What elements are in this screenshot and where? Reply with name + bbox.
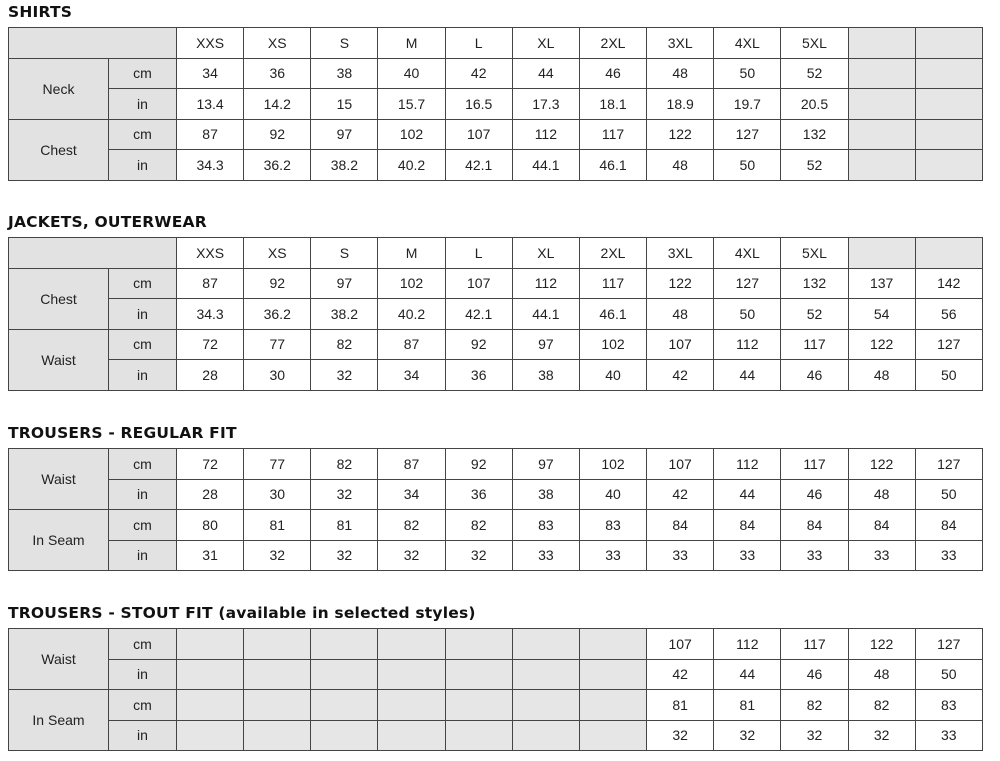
size-header: 3XL bbox=[647, 238, 714, 269]
value-cell: 40 bbox=[579, 479, 646, 510]
measure-label: Waist bbox=[9, 629, 109, 690]
size-header: 2XL bbox=[579, 28, 646, 59]
measure-label: Chest bbox=[9, 268, 109, 329]
section-title-main: TROUSERS - STOUT FIT bbox=[8, 604, 213, 622]
value-cell: 34.3 bbox=[177, 150, 244, 181]
table-row bbox=[9, 479, 983, 510]
value-cell: 122 bbox=[848, 629, 915, 660]
empty-cell bbox=[512, 690, 579, 721]
empty-cell bbox=[311, 690, 378, 721]
empty-cell bbox=[512, 720, 579, 751]
size-header: 4XL bbox=[714, 238, 781, 269]
value-cell: 33 bbox=[512, 540, 579, 571]
value-cell: 33 bbox=[647, 540, 714, 571]
value-cell: 40 bbox=[579, 360, 646, 391]
empty-cell bbox=[915, 119, 982, 150]
table-row bbox=[9, 89, 983, 120]
value-cell: 127 bbox=[714, 268, 781, 299]
value-cell: 84 bbox=[714, 510, 781, 541]
value-cell: 87 bbox=[378, 329, 445, 360]
value-cell: 38.2 bbox=[311, 150, 378, 181]
unit-label: cm bbox=[109, 119, 177, 150]
section-title: JACKETS, OUTERWEAR bbox=[8, 213, 207, 231]
value-cell: 82 bbox=[311, 329, 378, 360]
value-cell: 107 bbox=[647, 449, 714, 480]
value-cell: 32 bbox=[848, 720, 915, 751]
value-cell: 102 bbox=[378, 268, 445, 299]
empty-cell bbox=[311, 629, 378, 660]
size-header: S bbox=[311, 238, 378, 269]
value-cell: 36 bbox=[445, 479, 512, 510]
value-cell: 32 bbox=[311, 360, 378, 391]
empty-cell bbox=[177, 629, 244, 660]
empty-cell bbox=[378, 659, 445, 690]
value-cell: 32 bbox=[311, 540, 378, 571]
value-cell: 122 bbox=[647, 268, 714, 299]
value-cell: 33 bbox=[714, 540, 781, 571]
empty-cell bbox=[579, 690, 646, 721]
measure-label: Neck bbox=[9, 58, 109, 119]
value-cell: 33 bbox=[915, 720, 982, 751]
table-row bbox=[9, 449, 983, 480]
value-cell: 14.2 bbox=[244, 89, 311, 120]
value-cell: 18.9 bbox=[647, 89, 714, 120]
shirts-section bbox=[8, 2, 983, 181]
value-cell: 52 bbox=[781, 58, 848, 89]
value-cell: 48 bbox=[848, 659, 915, 690]
empty-cell bbox=[244, 629, 311, 660]
value-cell: 50 bbox=[714, 299, 781, 330]
empty-cell bbox=[378, 720, 445, 751]
value-cell: 102 bbox=[579, 449, 646, 480]
empty-cell bbox=[915, 89, 982, 120]
value-cell: 40.2 bbox=[378, 150, 445, 181]
size-header: XXS bbox=[177, 238, 244, 269]
value-cell: 16.5 bbox=[445, 89, 512, 120]
size-header: 4XL bbox=[714, 28, 781, 59]
empty-cell bbox=[244, 690, 311, 721]
value-cell: 36 bbox=[445, 360, 512, 391]
jackets-size-table bbox=[8, 237, 983, 391]
value-cell: 40.2 bbox=[378, 299, 445, 330]
value-cell: 132 bbox=[781, 268, 848, 299]
value-cell: 19.7 bbox=[714, 89, 781, 120]
value-cell: 81 bbox=[647, 690, 714, 721]
empty-cell bbox=[579, 629, 646, 660]
empty-cell bbox=[177, 690, 244, 721]
section-title-note: (available in selected styles) bbox=[218, 604, 476, 622]
value-cell: 44 bbox=[714, 360, 781, 391]
value-cell: 15.7 bbox=[378, 89, 445, 120]
table-row bbox=[9, 540, 983, 571]
value-cell: 32 bbox=[244, 540, 311, 571]
unit-label: in bbox=[109, 720, 177, 751]
value-cell: 52 bbox=[781, 299, 848, 330]
size-header: XL bbox=[512, 28, 579, 59]
measure-label: Waist bbox=[9, 329, 109, 390]
empty-cell bbox=[311, 659, 378, 690]
section-title: TROUSERS - REGULAR FIT bbox=[8, 424, 237, 442]
value-cell: 117 bbox=[579, 119, 646, 150]
value-cell: 112 bbox=[714, 449, 781, 480]
value-cell: 107 bbox=[647, 629, 714, 660]
value-cell: 77 bbox=[244, 329, 311, 360]
value-cell: 50 bbox=[915, 659, 982, 690]
value-cell: 83 bbox=[915, 690, 982, 721]
empty-cell bbox=[848, 119, 915, 150]
value-cell: 102 bbox=[378, 119, 445, 150]
table-row bbox=[9, 268, 983, 299]
value-cell: 50 bbox=[915, 479, 982, 510]
empty-cell bbox=[848, 28, 915, 59]
value-cell: 92 bbox=[244, 119, 311, 150]
unit-label: cm bbox=[109, 329, 177, 360]
value-cell: 92 bbox=[445, 329, 512, 360]
value-cell: 107 bbox=[445, 268, 512, 299]
unit-label: cm bbox=[109, 268, 177, 299]
value-cell: 32 bbox=[647, 720, 714, 751]
value-cell: 48 bbox=[848, 360, 915, 391]
value-cell: 28 bbox=[177, 360, 244, 391]
value-cell: 44.1 bbox=[512, 299, 579, 330]
measure-label: In Seam bbox=[9, 690, 109, 751]
value-cell: 32 bbox=[445, 540, 512, 571]
empty-cell bbox=[177, 720, 244, 751]
value-cell: 38 bbox=[512, 360, 579, 391]
value-cell: 42.1 bbox=[445, 150, 512, 181]
value-cell: 56 bbox=[915, 299, 982, 330]
size-header: M bbox=[378, 238, 445, 269]
value-cell: 38 bbox=[311, 58, 378, 89]
table-row bbox=[9, 119, 983, 150]
value-cell: 36.2 bbox=[244, 150, 311, 181]
table-row bbox=[9, 659, 983, 690]
value-cell: 102 bbox=[579, 329, 646, 360]
value-cell: 32 bbox=[781, 720, 848, 751]
value-cell: 52 bbox=[781, 150, 848, 181]
unit-label: in bbox=[109, 89, 177, 120]
measure-label: In Seam bbox=[9, 510, 109, 571]
size-header: M bbox=[378, 28, 445, 59]
value-cell: 117 bbox=[579, 268, 646, 299]
value-cell: 82 bbox=[848, 690, 915, 721]
empty-cell bbox=[177, 659, 244, 690]
value-cell: 82 bbox=[445, 510, 512, 541]
empty-cell bbox=[378, 690, 445, 721]
value-cell: 44 bbox=[714, 659, 781, 690]
empty-cell bbox=[445, 720, 512, 751]
value-cell: 42 bbox=[647, 360, 714, 391]
value-cell: 84 bbox=[915, 510, 982, 541]
value-cell: 127 bbox=[915, 449, 982, 480]
value-cell: 46 bbox=[781, 360, 848, 391]
value-cell: 46 bbox=[781, 479, 848, 510]
size-header: 5XL bbox=[781, 238, 848, 269]
value-cell: 84 bbox=[647, 510, 714, 541]
value-cell: 42 bbox=[647, 659, 714, 690]
value-cell: 18.1 bbox=[579, 89, 646, 120]
empty-cell bbox=[244, 659, 311, 690]
value-cell: 34 bbox=[177, 58, 244, 89]
value-cell: 81 bbox=[714, 690, 781, 721]
table-row bbox=[9, 510, 983, 541]
empty-cell bbox=[445, 659, 512, 690]
value-cell: 117 bbox=[781, 329, 848, 360]
value-cell: 127 bbox=[915, 329, 982, 360]
size-header: S bbox=[311, 28, 378, 59]
table-row bbox=[9, 690, 983, 721]
measure-label: Waist bbox=[9, 449, 109, 510]
value-cell: 36 bbox=[244, 58, 311, 89]
value-cell: 38.2 bbox=[311, 299, 378, 330]
unit-label: in bbox=[109, 360, 177, 391]
size-header: XS bbox=[244, 28, 311, 59]
unit-label: cm bbox=[109, 58, 177, 89]
value-cell: 84 bbox=[848, 510, 915, 541]
empty-cell bbox=[915, 150, 982, 181]
empty-cell bbox=[512, 659, 579, 690]
size-header: XS bbox=[244, 238, 311, 269]
value-cell: 33 bbox=[915, 540, 982, 571]
trousers-stout-section bbox=[8, 603, 983, 751]
value-cell: 97 bbox=[512, 329, 579, 360]
value-cell: 46.1 bbox=[579, 299, 646, 330]
value-cell: 48 bbox=[647, 58, 714, 89]
empty-cell bbox=[579, 720, 646, 751]
table-row bbox=[9, 299, 983, 330]
value-cell: 107 bbox=[445, 119, 512, 150]
unit-label: in bbox=[109, 540, 177, 571]
table-row bbox=[9, 150, 983, 181]
value-cell: 34.3 bbox=[177, 299, 244, 330]
value-cell: 13.4 bbox=[177, 89, 244, 120]
value-cell: 122 bbox=[647, 119, 714, 150]
value-cell: 107 bbox=[647, 329, 714, 360]
unit-label: in bbox=[109, 659, 177, 690]
size-header-row bbox=[9, 238, 983, 269]
table-row bbox=[9, 58, 983, 89]
unit-label: in bbox=[109, 150, 177, 181]
empty-cell bbox=[378, 629, 445, 660]
size-header: L bbox=[445, 28, 512, 59]
section-title: SHIRTS bbox=[8, 3, 73, 21]
size-header: 5XL bbox=[781, 28, 848, 59]
value-cell: 50 bbox=[915, 360, 982, 391]
value-cell: 82 bbox=[781, 690, 848, 721]
value-cell: 132 bbox=[781, 119, 848, 150]
value-cell: 46.1 bbox=[579, 150, 646, 181]
header-corner-cell bbox=[9, 238, 177, 269]
empty-cell bbox=[848, 58, 915, 89]
unit-label: cm bbox=[109, 510, 177, 541]
value-cell: 122 bbox=[848, 329, 915, 360]
size-header: 2XL bbox=[579, 238, 646, 269]
value-cell: 92 bbox=[244, 268, 311, 299]
value-cell: 15 bbox=[311, 89, 378, 120]
value-cell: 20.5 bbox=[781, 89, 848, 120]
value-cell: 38 bbox=[512, 479, 579, 510]
header-corner-cell bbox=[9, 28, 177, 59]
value-cell: 122 bbox=[848, 449, 915, 480]
jackets-section bbox=[8, 212, 983, 391]
value-cell: 28 bbox=[177, 479, 244, 510]
value-cell: 72 bbox=[177, 329, 244, 360]
value-cell: 32 bbox=[714, 720, 781, 751]
value-cell: 81 bbox=[311, 510, 378, 541]
value-cell: 44.1 bbox=[512, 150, 579, 181]
value-cell: 127 bbox=[714, 119, 781, 150]
empty-cell bbox=[445, 629, 512, 660]
table-row bbox=[9, 629, 983, 660]
value-cell: 50 bbox=[714, 58, 781, 89]
value-cell: 117 bbox=[781, 629, 848, 660]
value-cell: 31 bbox=[177, 540, 244, 571]
value-cell: 48 bbox=[848, 479, 915, 510]
section-title bbox=[8, 603, 983, 623]
value-cell: 17.3 bbox=[512, 89, 579, 120]
empty-cell bbox=[244, 720, 311, 751]
value-cell: 46 bbox=[781, 659, 848, 690]
value-cell: 127 bbox=[915, 629, 982, 660]
value-cell: 36.2 bbox=[244, 299, 311, 330]
size-header-row bbox=[9, 28, 983, 59]
empty-cell bbox=[445, 690, 512, 721]
value-cell: 112 bbox=[512, 268, 579, 299]
value-cell: 87 bbox=[177, 268, 244, 299]
unit-label: cm bbox=[109, 449, 177, 480]
empty-cell bbox=[848, 238, 915, 269]
empty-cell bbox=[512, 629, 579, 660]
value-cell: 112 bbox=[512, 119, 579, 150]
value-cell: 81 bbox=[244, 510, 311, 541]
value-cell: 46 bbox=[579, 58, 646, 89]
measure-label: Chest bbox=[9, 119, 109, 180]
value-cell: 137 bbox=[848, 268, 915, 299]
table-row bbox=[9, 360, 983, 391]
size-header: L bbox=[445, 238, 512, 269]
value-cell: 34 bbox=[378, 479, 445, 510]
value-cell: 83 bbox=[579, 510, 646, 541]
value-cell: 77 bbox=[244, 449, 311, 480]
size-header: 3XL bbox=[647, 28, 714, 59]
empty-cell bbox=[848, 150, 915, 181]
value-cell: 30 bbox=[244, 479, 311, 510]
value-cell: 112 bbox=[714, 329, 781, 360]
empty-cell bbox=[915, 58, 982, 89]
value-cell: 87 bbox=[177, 119, 244, 150]
value-cell: 80 bbox=[177, 510, 244, 541]
value-cell: 92 bbox=[445, 449, 512, 480]
value-cell: 142 bbox=[915, 268, 982, 299]
value-cell: 82 bbox=[311, 449, 378, 480]
empty-cell bbox=[311, 720, 378, 751]
value-cell: 40 bbox=[378, 58, 445, 89]
empty-cell bbox=[848, 89, 915, 120]
value-cell: 33 bbox=[781, 540, 848, 571]
value-cell: 32 bbox=[378, 540, 445, 571]
value-cell: 44 bbox=[714, 479, 781, 510]
unit-label: in bbox=[109, 299, 177, 330]
unit-label: cm bbox=[109, 690, 177, 721]
value-cell: 54 bbox=[848, 299, 915, 330]
value-cell: 42 bbox=[647, 479, 714, 510]
value-cell: 84 bbox=[781, 510, 848, 541]
size-header: XL bbox=[512, 238, 579, 269]
value-cell: 34 bbox=[378, 360, 445, 391]
value-cell: 30 bbox=[244, 360, 311, 391]
empty-cell bbox=[915, 238, 982, 269]
value-cell: 48 bbox=[647, 299, 714, 330]
size-header: XXS bbox=[177, 28, 244, 59]
value-cell: 42 bbox=[445, 58, 512, 89]
value-cell: 50 bbox=[714, 150, 781, 181]
value-cell: 32 bbox=[311, 479, 378, 510]
value-cell: 87 bbox=[378, 449, 445, 480]
value-cell: 97 bbox=[512, 449, 579, 480]
value-cell: 33 bbox=[848, 540, 915, 571]
value-cell: 112 bbox=[714, 629, 781, 660]
value-cell: 48 bbox=[647, 150, 714, 181]
unit-label: in bbox=[109, 479, 177, 510]
value-cell: 97 bbox=[311, 268, 378, 299]
value-cell: 33 bbox=[579, 540, 646, 571]
shirts-size-table bbox=[8, 27, 983, 181]
value-cell: 42.1 bbox=[445, 299, 512, 330]
value-cell: 97 bbox=[311, 119, 378, 150]
empty-cell bbox=[579, 659, 646, 690]
value-cell: 82 bbox=[378, 510, 445, 541]
trousers-stout-size-table bbox=[8, 628, 983, 751]
empty-cell bbox=[915, 28, 982, 59]
value-cell: 117 bbox=[781, 449, 848, 480]
trousers-regular-section bbox=[8, 423, 983, 571]
table-row bbox=[9, 329, 983, 360]
value-cell: 72 bbox=[177, 449, 244, 480]
value-cell: 83 bbox=[512, 510, 579, 541]
unit-label: cm bbox=[109, 629, 177, 660]
trousers-regular-size-table bbox=[8, 448, 983, 571]
table-row bbox=[9, 720, 983, 751]
value-cell: 44 bbox=[512, 58, 579, 89]
